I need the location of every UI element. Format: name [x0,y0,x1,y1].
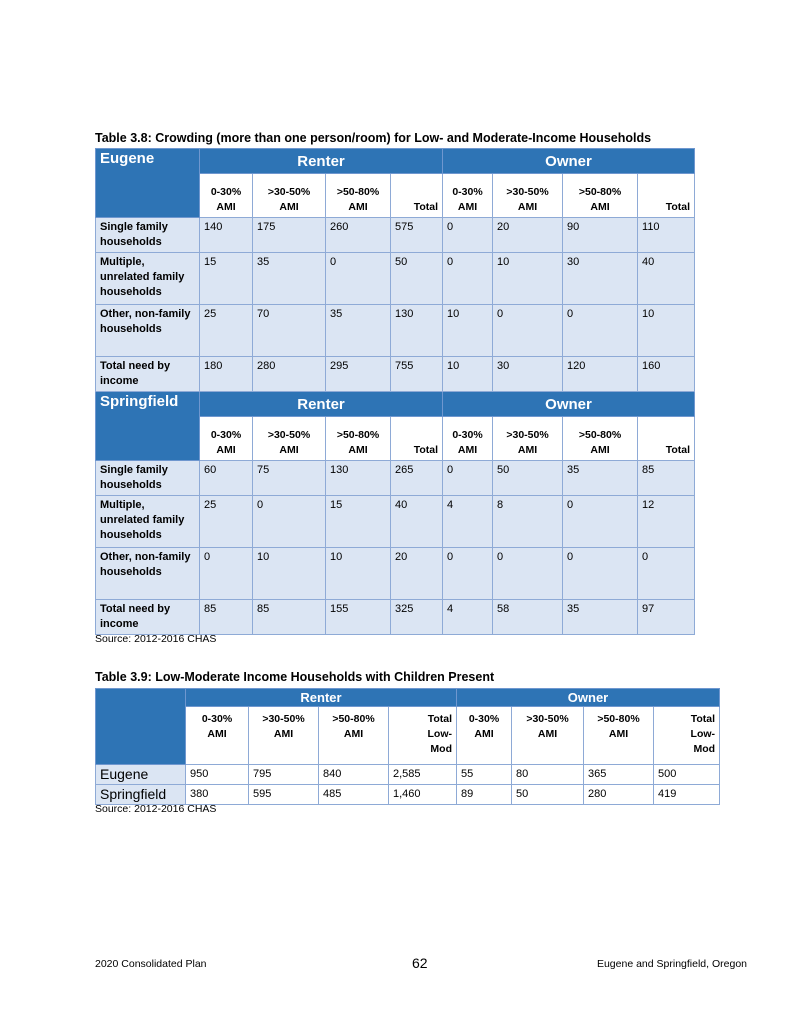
row-label: Multiple, unrelated family households [96,496,200,548]
column-header-line: >50-80% [578,429,622,441]
data-cell: 10 [443,305,493,357]
column-header [584,707,654,765]
column-header [253,417,326,461]
data-cell: 0 [638,548,695,600]
column-header-line: AMI [517,444,538,456]
column-header [563,174,638,218]
data-cell: 12 [638,496,695,548]
data-cell: 0 [493,548,563,600]
data-cell: 10 [443,357,493,392]
data-cell: 55 [457,765,512,785]
column-header-line: 0-30% [210,186,242,198]
data-cell: 40 [391,496,443,548]
column-header [326,417,391,461]
row-label: Other, non-family households [96,305,200,357]
renter-header: Renter [200,392,443,417]
data-cell: 30 [493,357,563,392]
data-cell: 1,460 [389,785,457,805]
row-label: Other, non-family households [96,548,200,600]
data-cell: 0 [563,496,638,548]
data-cell: 90 [563,218,638,253]
column-header-line: Total [665,201,691,213]
data-cell: 0 [200,548,253,600]
table-row [96,765,720,785]
row-label: Total need by income [96,600,200,635]
data-cell: 58 [493,600,563,635]
column-header-line: Mod [430,743,452,755]
footer-left: 2020 Consolidated Plan [95,958,207,970]
column-header-line: >30-50% [267,429,311,441]
owner-header: Owner [443,149,695,174]
column-header-line: AMI [348,201,368,213]
row-label: Single family households [96,461,200,496]
data-cell: 8 [493,496,563,548]
column-header-line: AMI [608,728,629,740]
data-cell: 10 [326,548,391,600]
data-cell: 840 [319,765,389,785]
column-header-line: AMI [348,444,368,456]
table-row [96,357,695,392]
column-header [249,707,319,765]
data-cell: 40 [638,253,695,305]
data-cell: 50 [391,253,443,305]
data-cell: 2,585 [389,765,457,785]
data-cell: 295 [326,357,391,392]
column-header [493,174,563,218]
data-cell: 0 [443,461,493,496]
data-cell: 15 [326,496,391,548]
column-header-line: >50-80% [332,713,375,725]
table-row [96,548,695,600]
renter-header: Renter [200,149,443,174]
column-header [638,417,695,461]
column-header [326,174,391,218]
corner-cell [96,689,186,765]
column-header-line: Total [413,201,439,213]
data-cell: 365 [584,765,654,785]
column-header-line: Total [413,444,439,456]
column-header-line: 0-30% [452,186,483,198]
column-header-line: AMI [474,728,494,740]
data-cell: 75 [253,461,326,496]
column-header [319,707,389,765]
data-cell: 419 [654,785,720,805]
table-3-8-source: Source: 2012-2016 CHAS [95,633,217,645]
row-label: Single family households [96,218,200,253]
section-name: Springfield [96,392,200,461]
table-3-9-source: Source: 2012-2016 CHAS [95,803,217,815]
data-cell: 755 [391,357,443,392]
data-cell: 180 [200,357,253,392]
column-header-line: >50-80% [578,186,622,198]
data-cell: 50 [512,785,584,805]
data-cell: 25 [200,496,253,548]
data-cell: 120 [563,357,638,392]
column-header [443,174,493,218]
page-number: 62 [412,955,428,971]
data-cell: 130 [391,305,443,357]
column-header-line: 0-30% [468,713,500,725]
column-header [186,707,249,765]
column-header [638,174,695,218]
column-header-line: 0-30% [210,429,242,441]
data-cell: 110 [638,218,695,253]
section-header-row [96,392,695,417]
data-cell: 85 [200,600,253,635]
column-header-line: >50-80% [336,429,380,441]
column-header [200,417,253,461]
data-cell: 35 [563,600,638,635]
column-header-line: >30-50% [506,186,549,198]
column-header [654,707,720,765]
data-cell: 175 [253,218,326,253]
data-cell: 0 [326,253,391,305]
data-cell: 155 [326,600,391,635]
column-header-line: >30-50% [506,429,549,441]
data-cell: 35 [563,461,638,496]
column-header-line: Low- [427,728,452,740]
table-3-9-caption: Table 3.9: Low-Moderate Income Households with Children Present [95,670,495,684]
column-header [563,417,638,461]
footer-right: Eugene and Springfield, Oregon [596,958,747,970]
column-header [443,417,493,461]
column-header-line: Total [665,444,691,456]
data-cell: 0 [563,305,638,357]
table-row [96,600,695,635]
column-header [391,417,443,461]
data-cell: 4 [443,496,493,548]
table-row [96,305,695,357]
owner-header: Owner [443,392,695,417]
owner-header: Owner [457,689,720,707]
column-header [457,707,512,765]
column-header-line: AMI [457,444,478,456]
section-header-row [96,149,695,174]
data-cell: 950 [186,765,249,785]
column-header [493,417,563,461]
data-cell: 500 [654,765,720,785]
data-cell: 0 [253,496,326,548]
data-cell: 35 [326,305,391,357]
data-cell: 10 [638,305,695,357]
data-cell: 25 [200,305,253,357]
data-cell: 20 [493,218,563,253]
data-cell: 0 [563,548,638,600]
table-row [96,461,695,496]
column-header-line: AMI [273,728,294,740]
data-cell: 575 [391,218,443,253]
data-cell: 260 [326,218,391,253]
data-cell: 140 [200,218,253,253]
data-cell: 485 [319,785,389,805]
column-header-line: AMI [537,728,558,740]
row-label: Eugene [96,765,186,785]
data-cell: 160 [638,357,695,392]
column-header-line: AMI [207,728,227,740]
column-header-line: >30-50% [267,186,311,198]
data-cell: 380 [186,785,249,805]
column-header [512,707,584,765]
column-header-line: AMI [216,444,236,456]
column-header-line: AMI [216,201,236,213]
column-header [200,174,253,218]
column-header-line: Low- [690,728,716,740]
column-header-line: 0-30% [452,429,483,441]
data-cell: 280 [253,357,326,392]
column-header-line: 0-30% [201,713,233,725]
row-label: Multiple, unrelated family households [96,253,200,305]
data-cell: 85 [253,600,326,635]
data-cell: 97 [638,600,695,635]
data-cell: 50 [493,461,563,496]
data-cell: 10 [493,253,563,305]
crowding-table [95,148,695,635]
column-header [391,174,443,218]
column-header-line: Total [690,713,716,725]
column-header-line: >30-50% [526,713,569,725]
data-cell: 265 [391,461,443,496]
data-cell: 80 [512,765,584,785]
table-row [96,785,720,805]
column-header-line: AMI [590,444,610,456]
data-cell: 4 [443,600,493,635]
data-cell: 10 [253,548,326,600]
column-header-line: AMI [343,728,364,740]
data-cell: 35 [253,253,326,305]
row-label: Total need by income [96,357,200,392]
data-cell: 30 [563,253,638,305]
column-header-line: >50-80% [336,186,380,198]
data-cell: 70 [253,305,326,357]
column-header-line: AMI [279,444,299,456]
column-header-line: AMI [457,201,478,213]
column-header [253,174,326,218]
data-cell: 60 [200,461,253,496]
data-cell: 280 [584,785,654,805]
table-row [96,218,695,253]
table-row [96,253,695,305]
data-cell: 0 [493,305,563,357]
column-header-line: AMI [590,201,610,213]
data-cell: 325 [391,600,443,635]
data-cell: 89 [457,785,512,805]
column-header-line: >50-80% [597,713,640,725]
column-header-line: Total [427,713,452,725]
column-header-line: >30-50% [262,713,305,725]
children-table [95,688,720,805]
data-cell: 0 [443,218,493,253]
column-header-line: Mod [693,743,716,755]
column-header-row [96,707,720,765]
renter-header: Renter [186,689,457,707]
data-cell: 85 [638,461,695,496]
header-row [96,689,720,707]
data-cell: 0 [443,253,493,305]
data-cell: 20 [391,548,443,600]
table-row [96,496,695,548]
data-cell: 0 [443,548,493,600]
data-cell: 130 [326,461,391,496]
data-cell: 795 [249,765,319,785]
column-header-line: AMI [517,201,538,213]
section-name: Eugene [96,149,200,218]
column-header-line: AMI [279,201,299,213]
data-cell: 595 [249,785,319,805]
table-3-8-caption: Table 3.8: Crowding (more than one person/room) for Low- and Moderate-Income Households [95,131,652,145]
row-label: Springfield [96,785,186,805]
column-header [389,707,457,765]
data-cell: 15 [200,253,253,305]
